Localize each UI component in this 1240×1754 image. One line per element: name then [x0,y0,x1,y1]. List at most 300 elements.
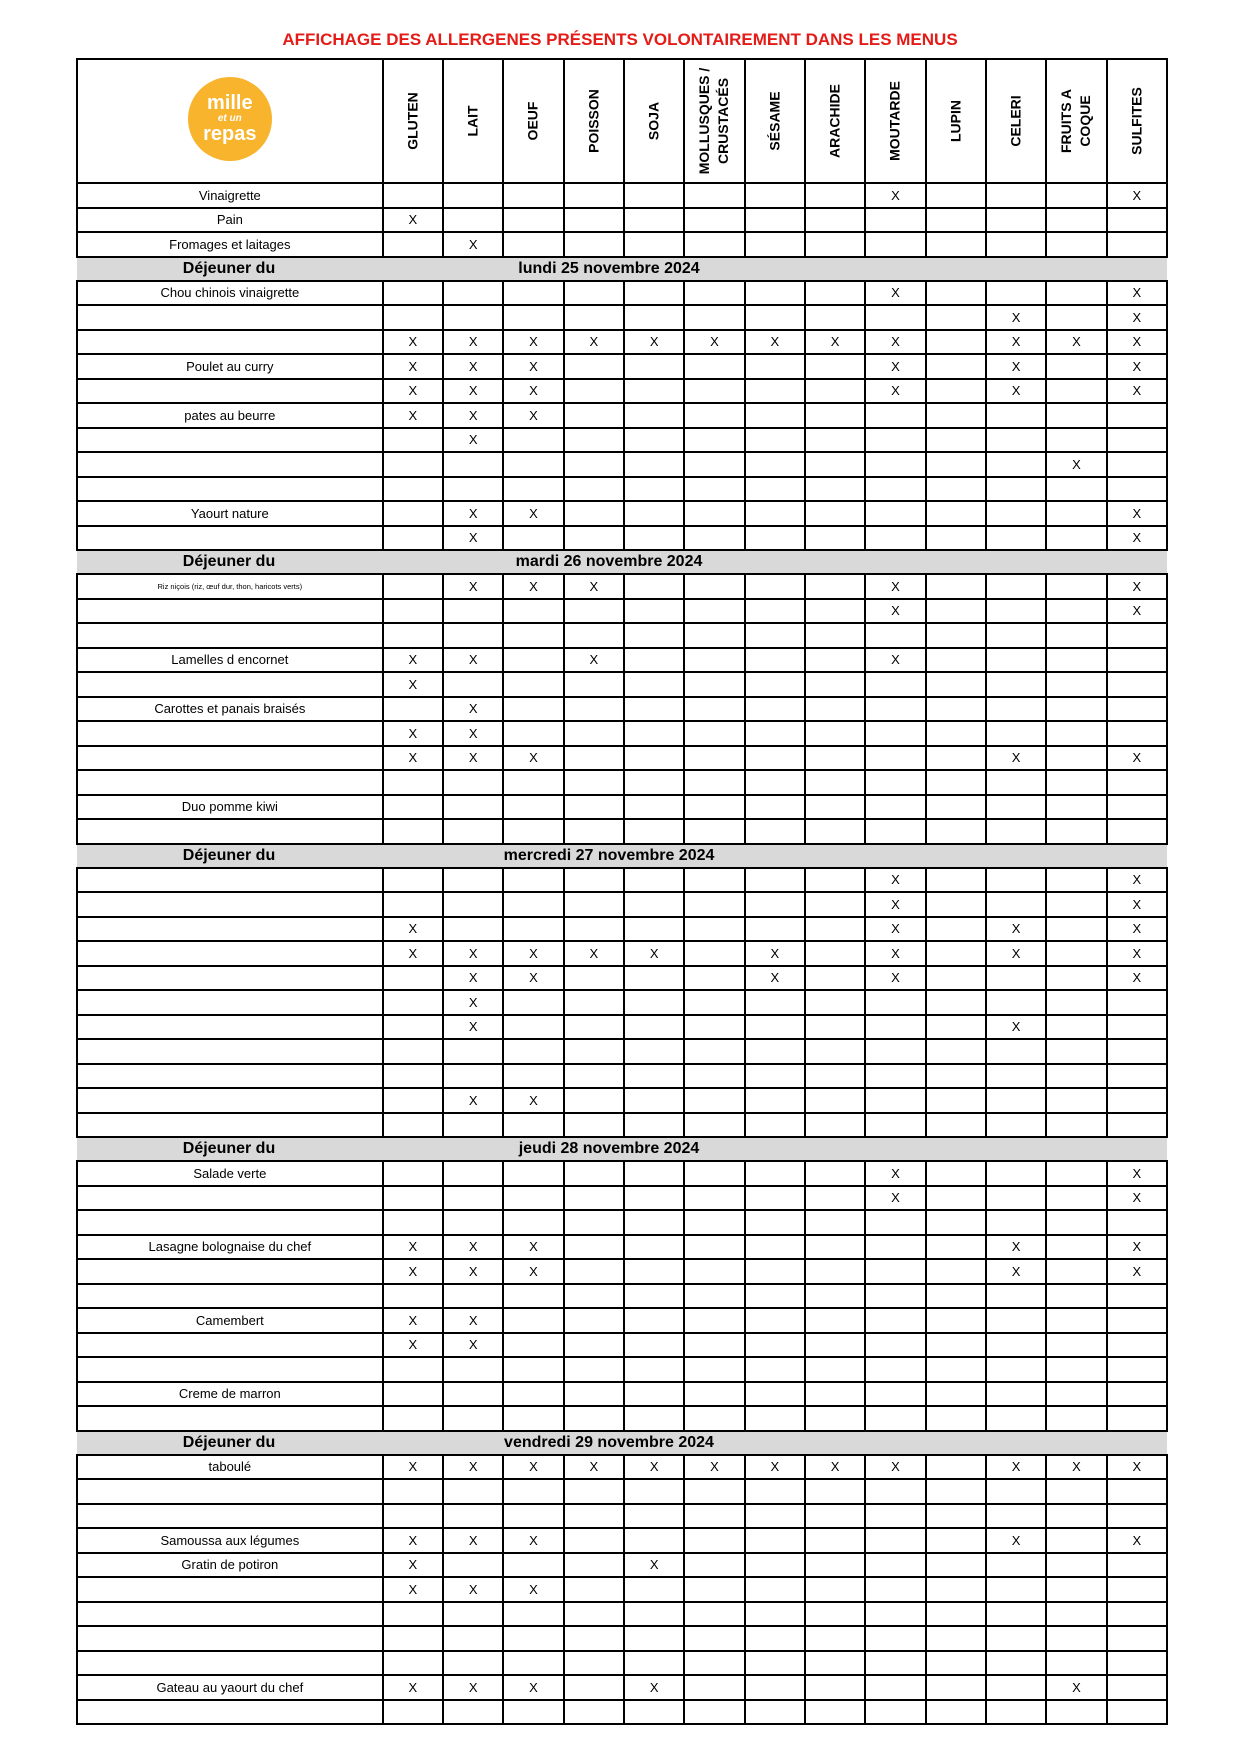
column-header-label: SOJA [645,101,662,141]
allergen-cell [865,1259,925,1284]
allergen-cell [503,990,563,1015]
allergen-mark: X [891,603,900,619]
allergen-cell [564,232,624,257]
allergen-cell [805,770,865,795]
allergen-cell [383,746,443,771]
dish-name [77,1210,383,1235]
allergen-cell [926,819,986,844]
allergen-cell [745,1479,805,1504]
allergen-cell [926,1161,986,1186]
table-row [77,1015,1167,1040]
allergen-cell [443,526,503,551]
allergen-cell [805,990,865,1015]
dish-name [77,1088,383,1113]
allergen-cell [986,1235,1046,1260]
dish-name [77,1700,383,1725]
allergen-cell [383,232,443,257]
allergen-cell [503,1259,563,1284]
allergen-cell [926,183,986,208]
dish-name: Lasagne bolognaise du chef [77,1235,383,1260]
allergen-cell [865,1161,925,1186]
allergen-cell [443,1626,503,1651]
allergen-cell [1046,1382,1106,1407]
allergen-cell [1046,183,1106,208]
allergen-cell [564,1333,624,1358]
table-row [77,232,1167,257]
allergen-mark: X [1132,896,1142,912]
allergen-cell [624,697,684,722]
allergen-cell [1107,208,1167,233]
allergen-cell [503,623,563,648]
allergen-cell [624,1382,684,1407]
allergen-mark: X [1132,921,1142,937]
allergen-cell [745,1113,805,1138]
dish-name [77,892,383,917]
allergen-cell [865,330,925,355]
allergen-mark: X [529,970,538,986]
allergen-mark: X [1132,1532,1142,1548]
allergen-cell [926,697,986,722]
table-row [77,1161,1167,1186]
allergen-cell [564,721,624,746]
allergen-cell [926,917,986,942]
allergen-cell [383,501,443,526]
allergen-cell [1107,1700,1167,1725]
allergen-cell [926,770,986,795]
allergen-cell [1046,232,1106,257]
allergen-mark: X [529,505,538,521]
table-row [77,281,1167,306]
allergen-cell [503,281,563,306]
allergen-cell [443,868,503,893]
allergen-cell [624,354,684,379]
allergen-cell [986,477,1046,502]
allergen-cell [443,330,503,355]
dish-name [77,1113,383,1138]
allergen-cell [503,819,563,844]
allergen-mark: X [1132,578,1142,594]
column-header-wrap [685,61,743,181]
table-row [77,1284,1167,1309]
allergen-cell [1046,672,1106,697]
allergen-cell [383,1553,443,1578]
allergen-cell [986,1308,1046,1333]
allergen-cell [383,1210,443,1235]
allergen-cell [745,1553,805,1578]
allergen-mark: X [891,921,900,937]
allergen-cell [745,526,805,551]
logo-text-line2: et un [217,112,242,124]
allergen-cell [383,917,443,942]
allergen-cell [805,1602,865,1627]
allergen-cell [986,526,1046,551]
column-header [383,59,443,183]
allergen-cell [503,1235,563,1260]
allergen-cell [383,208,443,233]
table-row [77,1210,1167,1235]
allergen-cell [564,1210,624,1235]
allergen-cell [383,1626,443,1651]
allergen-cell [926,526,986,551]
allergen-cell [684,1455,744,1480]
allergen-cell [503,526,563,551]
dish-name [77,1039,383,1064]
allergen-cell [684,232,744,257]
allergen-mark: X [891,1190,900,1206]
allergen-mark: X [1011,334,1021,350]
allergen-cell [684,281,744,306]
allergen-cell [624,1651,684,1676]
allergen-cell [745,1186,805,1211]
logo-cell [77,59,383,183]
allergen-cell [383,1675,443,1700]
allergen-cell [443,1357,503,1382]
table-row [77,1357,1167,1382]
table-row [77,1064,1167,1089]
allergen-cell [684,477,744,502]
day-header-row [77,844,1167,868]
allergen-cell [503,305,563,330]
allergen-cell [986,1675,1046,1700]
allergen-cell [383,1039,443,1064]
allergen-cell [443,403,503,428]
table-row [77,697,1167,722]
day-label: Déjeuner du [182,553,276,570]
allergen-cell [383,1284,443,1309]
allergen-cell [986,281,1046,306]
allergen-mark: X [408,652,418,668]
allergen-cell [684,305,744,330]
allergen-cell [865,868,925,893]
allergen-cell [1046,795,1106,820]
allergen-cell [1107,354,1167,379]
allergen-cell [1107,1406,1167,1431]
table-row [77,672,1167,697]
allergen-cell [1107,941,1167,966]
table-row [77,208,1167,233]
allergen-cell [564,966,624,991]
allergen-cell [443,746,503,771]
allergen-cell [986,1479,1046,1504]
allergen-cell [926,1088,986,1113]
allergen-cell [443,1113,503,1138]
allergen-mark: X [589,334,599,350]
allergen-cell [1046,1333,1106,1358]
allergen-cell [1046,1113,1106,1138]
allergen-cell [926,208,986,233]
allergen-mark: X [408,1581,418,1597]
allergen-mark: X [468,1532,478,1548]
dish-name [77,746,383,771]
allergen-cell [745,281,805,306]
allergen-mark: X [830,334,840,350]
allergen-cell [865,1504,925,1529]
allergen-cell [383,477,443,502]
allergen-cell [383,183,443,208]
column-header-label: LUPIN [947,100,964,142]
dish-name [77,526,383,551]
allergen-mark: X [891,970,900,986]
allergen-cell [443,1039,503,1064]
allergen-cell [564,892,624,917]
allergen-cell [564,770,624,795]
allergen-cell [564,1504,624,1529]
allergen-mark: X [1132,309,1142,325]
allergen-cell [1046,966,1106,991]
allergen-cell [986,648,1046,673]
allergen-cell [986,1382,1046,1407]
allergen-cell [865,1088,925,1113]
dish-name: Fromages et laitages [77,232,383,257]
allergen-cell [624,1602,684,1627]
allergen-cell [745,1602,805,1627]
allergen-cell [865,183,925,208]
allergen-cell [624,1284,684,1309]
allergen-mark: X [1132,530,1142,546]
allergen-cell [986,1406,1046,1431]
allergen-cell [745,1528,805,1553]
allergen-cell [865,305,925,330]
allergen-cell [986,941,1046,966]
allergen-cell [1107,1259,1167,1284]
allergen-mark: X [1072,334,1081,350]
allergen-cell [1046,1528,1106,1553]
allergen-cell [564,1382,624,1407]
allergen-cell [1107,1210,1167,1235]
allergen-mark: X [468,236,478,252]
allergen-cell [1046,819,1106,844]
allergen-cell [865,428,925,453]
allergen-cell [1046,1235,1106,1260]
table-row [77,1553,1167,1578]
column-header [503,59,563,183]
allergen-cell [684,892,744,917]
allergen-cell [564,428,624,453]
allergen-cell [986,917,1046,942]
allergen-mark: X [589,1459,599,1475]
allergen-cell [805,1504,865,1529]
allergen-cell [805,1259,865,1284]
allergen-cell [745,1357,805,1382]
allergen-cell [624,183,684,208]
allergen-cell [1046,428,1106,453]
allergen-cell [1046,1700,1106,1725]
allergen-mark: X [408,921,418,937]
allergen-cell [684,770,744,795]
allergen-cell [383,966,443,991]
allergen-mark: X [1072,1679,1081,1695]
allergen-cell [684,746,744,771]
allergen-cell [564,648,624,673]
allergen-cell [926,868,986,893]
column-header-wrap [1108,61,1166,181]
allergen-cell [383,672,443,697]
table-row [77,941,1167,966]
allergen-cell [805,526,865,551]
allergen-cell [1107,990,1167,1015]
day-header-cell [77,1137,1167,1161]
allergen-cell [805,452,865,477]
allergen-cell [443,452,503,477]
allergen-cell [926,1235,986,1260]
allergen-cell [1107,183,1167,208]
allergen-cell [383,574,443,599]
allergen-cell [805,697,865,722]
column-header-wrap [625,61,683,181]
allergen-cell [926,746,986,771]
allergen-cell [684,1651,744,1676]
allergen-cell [624,1700,684,1725]
allergen-cell [1107,1382,1167,1407]
allergen-cell [865,1406,925,1431]
allergen-cell [684,1235,744,1260]
allergen-mark: X [891,334,900,350]
allergen-cell [443,1675,503,1700]
allergen-cell [926,1577,986,1602]
dish-name [77,1406,383,1431]
allergen-cell [1107,819,1167,844]
allergen-cell [383,1186,443,1211]
dish-name: Samoussa aux légumes [77,1528,383,1553]
allergen-cell [805,966,865,991]
allergen-cell [383,1602,443,1627]
allergen-cell [745,1504,805,1529]
allergen-mark: X [468,750,478,766]
allergen-cell [503,966,563,991]
table-row [77,330,1167,355]
allergen-cell [805,648,865,673]
allergen-mark: X [891,187,900,203]
column-header-wrap [444,61,502,181]
allergen-cell [684,868,744,893]
allergen-cell [865,1357,925,1382]
allergen-cell [443,819,503,844]
allergen-cell [1046,599,1106,624]
allergen-cell [503,1382,563,1407]
allergen-cell [564,795,624,820]
column-header-label: ARACHIDE [826,84,843,158]
day-label: Déjeuner du [182,259,276,277]
allergen-mark: X [468,432,478,448]
allergen-cell [926,721,986,746]
dish-name: Creme de marron [77,1382,383,1407]
allergen-mark: X [1011,1019,1021,1035]
allergen-cell [684,1700,744,1725]
allergen-cell [443,1161,503,1186]
allergen-mark: X [468,578,478,594]
allergen-cell [745,1700,805,1725]
allergen-mark: X [468,994,478,1010]
allergen-mark: X [408,1532,418,1548]
allergen-cell [986,305,1046,330]
allergen-cell [745,574,805,599]
allergen-cell [503,1528,563,1553]
allergen-cell [865,1113,925,1138]
allergen-cell [986,428,1046,453]
allergen-cell [986,721,1046,746]
allergen-cell [926,1015,986,1040]
allergen-mark: X [891,383,900,399]
allergen-mark: X [468,1312,478,1328]
allergen-cell [684,721,744,746]
allergen-cell [986,697,1046,722]
allergen-cell [986,1651,1046,1676]
allergen-cell [1046,746,1106,771]
allergen-cell [926,1039,986,1064]
dish-name [77,1602,383,1627]
allergen-cell [443,232,503,257]
table-row [77,183,1167,208]
allergen-cell [684,1039,744,1064]
allergen-cell [805,1113,865,1138]
column-header-wrap [504,61,562,181]
table-row [77,1602,1167,1627]
allergen-cell [684,452,744,477]
allergen-cell [805,1479,865,1504]
allergen-cell [383,379,443,404]
allergen-cell [443,1064,503,1089]
allergen-mark: X [891,652,900,668]
dish-name [77,428,383,453]
allergen-cell [1107,1088,1167,1113]
table-row [77,403,1167,428]
allergen-cell [684,1553,744,1578]
allergen-cell [805,354,865,379]
allergen-cell [986,892,1046,917]
allergen-cell [745,966,805,991]
allergen-mark: X [1072,456,1081,472]
allergen-cell [805,746,865,771]
allergen-mark: X [1132,334,1142,350]
allergen-cell [1107,697,1167,722]
table-row [77,1479,1167,1504]
allergen-mark: X [529,334,538,350]
allergen-mark: X [529,1239,538,1255]
allergen-mark: X [468,1581,478,1597]
allergen-cell [443,697,503,722]
allergen-cell [986,403,1046,428]
allergen-cell [805,1284,865,1309]
allergen-cell [564,599,624,624]
allergen-cell [805,868,865,893]
allergen-cell [443,1479,503,1504]
allergen-cell [503,770,563,795]
allergen-cell [383,305,443,330]
allergen-cell [503,452,563,477]
allergen-cell [1107,1675,1167,1700]
allergen-cell [745,1064,805,1089]
table-row [77,721,1167,746]
allergen-cell [624,1039,684,1064]
column-header-label: LAIT [464,105,481,137]
allergen-cell [684,917,744,942]
allergen-cell [865,477,925,502]
allergen-cell [624,526,684,551]
table-row [77,379,1167,404]
allergen-cell [865,746,925,771]
allergen-cell [805,232,865,257]
table-row [77,599,1167,624]
allergen-cell [624,721,684,746]
dish-name: Lamelles d encornet [77,648,383,673]
allergen-cell [624,1626,684,1651]
allergen-cell [805,623,865,648]
allergen-cell [624,379,684,404]
allergen-cell [865,941,925,966]
allergen-cell [624,1553,684,1578]
allergen-mark: X [408,676,418,692]
allergen-cell [926,403,986,428]
